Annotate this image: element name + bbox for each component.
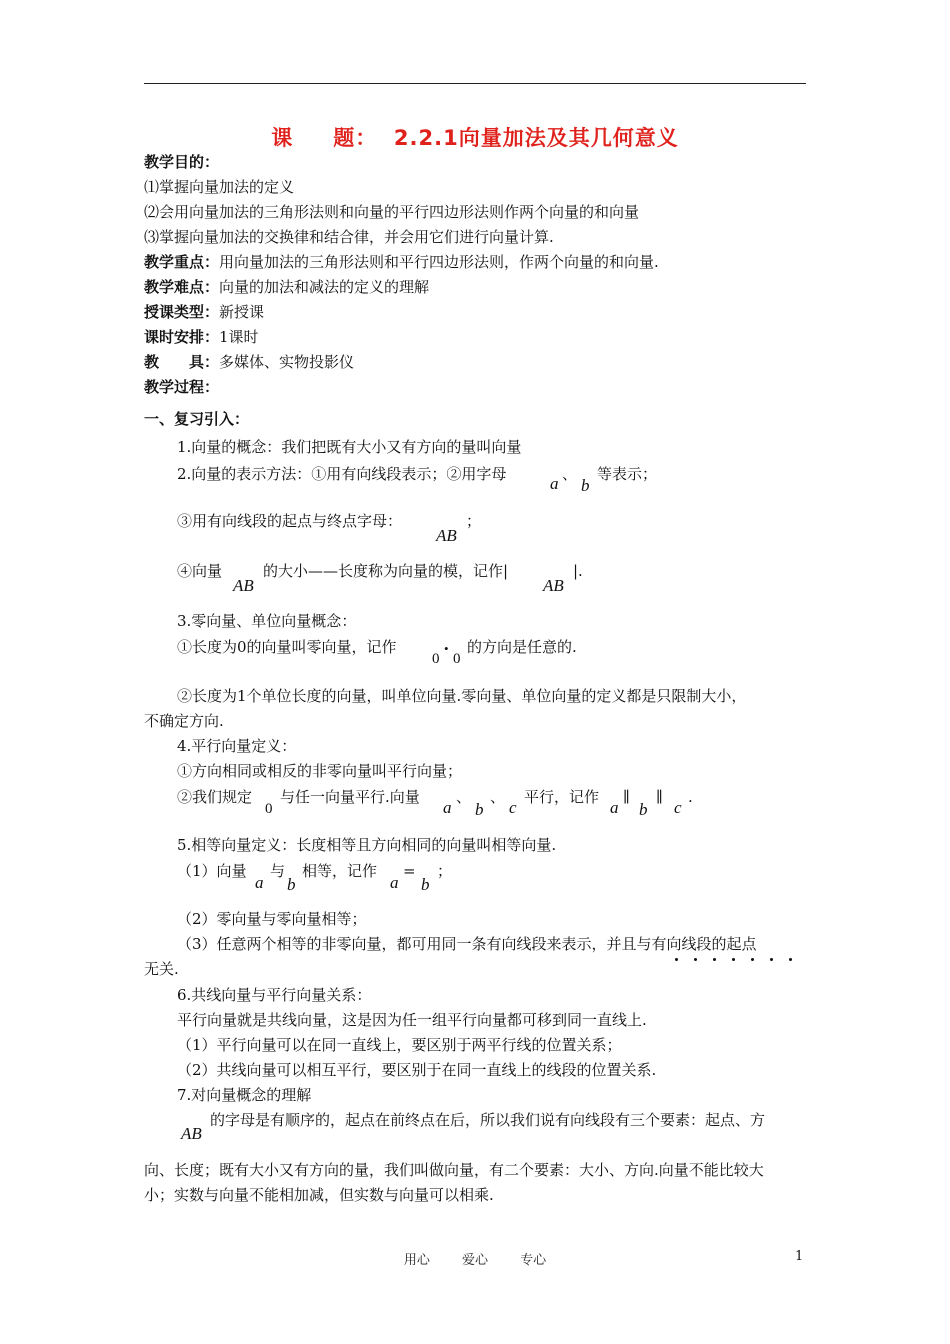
equals-symbol: = [403,862,416,880]
math-var-b: b [581,476,590,495]
footer-text: 用心 [403,1253,430,1268]
math-var-AB: AB [181,1124,202,1143]
paragraph-representation: 2.向量的表示方法：①用有向线段表示；②用字母 [177,465,507,483]
paragraph-collinear-note2: （2）共线向量可以相互平行，要区别于在同一直线上的线段的位置关系. [177,1061,657,1079]
emphasis-dot [751,958,754,961]
header-rule [144,83,806,84]
paragraph-same-segment: （3）任意两个相等的非零向量，都可用同一条有向线段来表示，并且与有向线段的起点 [177,935,757,953]
emphasis-dot [713,958,716,961]
paragraph-endpoint-letters: ③用有向线段的起点与终点字母： [177,512,403,530]
page-title [0,122,950,152]
paragraph-understanding-heading: 7.对向量概念的理解 [177,1086,312,1104]
math-var-AB: AB [543,576,564,595]
meta-process: 教学过程： [144,378,220,396]
objective-item: ⑶掌握向量加法的交换律和结合律，并会用它们进行向量计算. [144,228,554,246]
paragraph-mid: 的大小——长度称为向量的模，记作| [263,562,509,580]
paragraph-equal-def: 5.相等向量定义：长度相等且方向相同的向量叫相等向量. [177,836,557,854]
separator: 、 [456,788,472,806]
paragraph-parallel-def: 4.平行向量定义： [177,737,297,755]
paragraph-parallel-rule: ①方向相同或相反的非零向量叫平行向量； [177,762,463,780]
math-var-b: b [475,800,484,819]
math-var-zero: 0 [265,801,273,817]
emphasis-dot [732,958,735,961]
paragraph-zero-equal: （2）零向量与零向量相等； [177,910,367,928]
meta-tools: 教 具：多媒体、实物投影仪 [144,353,355,371]
paragraph-tail: ； [466,512,482,530]
math-var-a: a [550,474,559,493]
paragraph-tail: 的方向是任意的. [467,638,577,656]
title-prefix: 课 [271,126,294,150]
parallel-symbol: ∥ [656,788,663,806]
meta-difficulty: 教学难点：向量的加法和减法的定义的理解 [144,278,430,296]
paragraph-unit-vector: ②长度为1个单位长度的向量，叫单位向量.零向量、单位向量的定义都是只限制大小， [177,687,747,705]
emphasis-dot [770,958,773,961]
emphasis-dot [789,958,792,961]
meta-schedule: 课时安排：1课时 [144,328,259,346]
paragraph-parallel-notation: ②我们规定 [177,788,253,806]
meta-lesson-type: 授课类型：新授课 [144,303,265,321]
paragraph-mid: 与 [270,862,286,880]
math-var-c: c [509,798,517,817]
meta-key-points: 教学重点：用向量加法的三角形法则和平行四边形法则，作两个向量的和向量. [144,253,659,271]
paragraph-tail: |. [573,562,583,580]
paragraph-unit-vector-cont: 不确定方向. [144,712,224,730]
math-var-a: a [610,798,619,817]
separator: 、 [562,465,578,483]
footer-text: 专心 [520,1253,547,1268]
paragraph-vector-concept: 1.向量的概念：我们把既有大小又有方向的量叫向量 [177,438,522,456]
paragraph-understanding: 的字母是有顺序的，起点在前终点在后，所以我们说有向线段有三个要素：起点、方 [210,1111,766,1129]
paragraph-mid: 与任一向量平行.向量 [280,788,420,806]
paragraph-zero-vector: ①长度为0的向量叫零向量，记作 [177,638,397,656]
paragraph-mid: 相等，记作 [302,862,378,880]
emphasis-dot [675,958,678,961]
paragraph-understanding-cont: 向、长度；既有大小又有方向的量，我们叫做向量，有二个要素：大小、方向.向量不能比较大 [144,1161,764,1179]
paragraph-equal-notation: （1）向量 [177,862,247,880]
math-var-b: b [287,875,296,894]
title-text: 2.2.1向量加法及其几何意义 [393,126,679,150]
math-var-b: b [639,800,648,819]
paragraph-collinear-heading: 6.共线向量与平行向量关系： [177,986,372,1004]
paragraph-modulus: ④向量 [177,562,223,580]
math-var-AB: AB [436,526,457,545]
paragraph-zero-unit: 3.零向量、单位向量概念： [177,612,357,630]
page-number: 1 [795,1249,804,1264]
separator: 、 [490,788,506,806]
objectives-heading: 教学目的： [144,153,220,171]
emphasis-dot [694,958,697,961]
math-var-zero: 0 [453,651,461,667]
parallel-symbol: ∥ [623,788,630,806]
page-footer [0,1249,950,1268]
objective-item: ⑴掌握向量加法的定义 [144,178,295,196]
math-var-zero: 0 [432,651,440,667]
paragraph-understanding-cont: 小；实数与向量不能相加减，但实数与向量可以相乘. [144,1186,494,1204]
title-word: 题： [333,126,378,150]
math-var-AB: AB [233,576,254,595]
math-var-c: c [674,798,682,817]
paragraph-tail: 等表示； [597,465,658,483]
math-var-a: a [255,873,264,892]
math-var-a: a [390,873,399,892]
bullet-dot: • [444,641,449,656]
footer-text: 爱心 [461,1253,488,1268]
paragraph-tail: . [688,788,693,806]
section-heading: 一、复习引入： [144,410,250,428]
paragraph-same-segment-cont: 无关. [144,960,179,978]
paragraph-tail: ； [437,862,453,880]
math-var-b: b [421,875,430,894]
math-var-a: a [443,798,452,817]
paragraph-mid: 平行，记作 [524,788,600,806]
paragraph-collinear-note1: （1）平行向量可以在同一直线上，要区别于两平行线的位置关系； [177,1036,622,1054]
paragraph-collinear-def: 平行向量就是共线向量，这是因为任一组平行向量都可移到同一直线上. [177,1011,647,1029]
objective-item: ⑵会用向量加法的三角形法则和向量的平行四边形法则作两个向量的和向量 [144,203,640,221]
